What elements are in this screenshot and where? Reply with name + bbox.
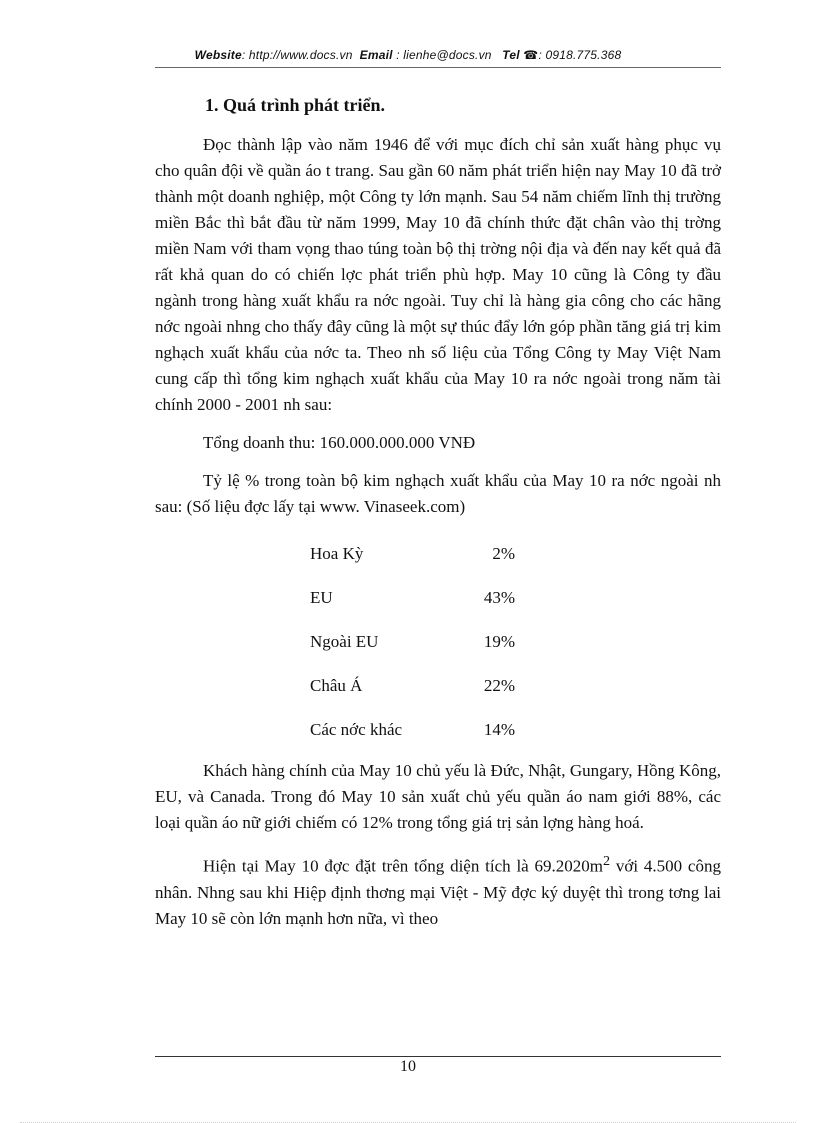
table-row xyxy=(310,708,721,752)
email-label: Email xyxy=(359,48,393,62)
paragraph-export-share: Tỷ lệ % trong toàn bộ kim nghạch xuất khẩu của May 10 ra nớc ngoài nh sau: (Số liệu đợc lấy tại www. Vinaseek.com) xyxy=(155,471,721,516)
region-name: Các nớc khác xyxy=(310,720,403,739)
region-name: Hoa Kỳ xyxy=(310,544,364,563)
region-share: 19% xyxy=(483,632,515,651)
tel-value: : 0918.775.368 xyxy=(538,48,622,62)
region-share: 14% xyxy=(483,720,515,739)
table-row xyxy=(310,576,721,620)
region-share: 43% xyxy=(483,588,515,607)
table-row xyxy=(310,532,721,576)
website-label: Website xyxy=(194,48,242,62)
area-exponent: 2 xyxy=(602,853,611,869)
region-name: Châu Á xyxy=(310,676,363,695)
footer-divider xyxy=(155,1056,721,1057)
region-name: Ngoài EU xyxy=(310,632,379,651)
paragraph-current-status xyxy=(155,848,721,932)
paragraph-customers: Khách hàng chính của May 10 chủ yếu là Đức, Nhật, Gungary, Hồng Kông, EU, và Canada. Trong đó May 10 sản xuất chủ yếu quần áo nam giới 88%, các loại quần áo nữ giới chiếm có 12% trong tổng giá trị sản lợng hàng hoá. xyxy=(155,761,721,832)
region-share: 22% xyxy=(483,676,515,695)
website-value[interactable]: : http://www.docs.vn xyxy=(241,48,353,62)
table-row xyxy=(310,664,721,708)
phone-icon: ☎ xyxy=(523,48,539,62)
section-title: 1. Quá trình phát triển. xyxy=(205,95,386,115)
export-share-table xyxy=(310,532,721,752)
region-name: EU xyxy=(310,588,333,607)
status-text-b: với 4.500 công nhân. Nhng sau khi Hiệp định thơng mại Việt - Mỹ đợc ký duyệt thì trong tơng lai May 10 sẽ còn lớn mạnh hơn nữa, vì theo xyxy=(155,856,721,928)
page-header xyxy=(0,48,816,62)
table-row xyxy=(310,620,721,664)
header-divider xyxy=(155,67,721,68)
page-number: 10 xyxy=(400,1058,416,1075)
paragraph-history: Đọc thành lập vào năm 1946 để với mục đích chỉ sản xuất hàng phục vụ cho quân đội về quần áo t trang. Sau gần 60 năm phát triển hiện nay May 10 đã trở thành một doanh nghiệp, một Công ty lớn mạnh. Sau 54 năm chiếm lĩnh thị trường miền Bắc thì bắt đầu từ năm 1999, May 10 đã chính thức đặt chân vào thị trờng miền Nam với tham vọng thao túng toàn bộ thị trờng nội địa và đến nay kết quả đã rất khả quan do có chiến lợc phát triển phù hợp. May 10 cũng là Công ty đầu ngành trong hàng xuất khẩu ra nớc ngoài. Tuy chỉ là hàng gia công cho các hãng nớc ngoài nhng cho thấy đây cũng là một sự thúc đẩy lớn góp phần tăng giá trị kim nghạch xuất khẩu của nớc ta. Theo nh số liệu của Tổng Công ty May Việt Nam cung cấp thì tổng kim nghạch xuất khẩu của May 10 ra nớc ngoài trong năm tài chính 2000 - 2001 nh sau: xyxy=(155,135,721,414)
region-share: 2% xyxy=(492,544,515,563)
email-value[interactable]: : lienhe@docs.vn xyxy=(392,48,492,62)
status-text-a: Hiện tại May 10 đợc đặt trên tổng diện tích là 69.2020m xyxy=(203,856,603,876)
document-body xyxy=(155,92,721,944)
paragraph-revenue: Tổng doanh thu: 160.000.000.000 VNĐ xyxy=(203,433,476,452)
tel-label: Tel xyxy=(502,48,520,62)
